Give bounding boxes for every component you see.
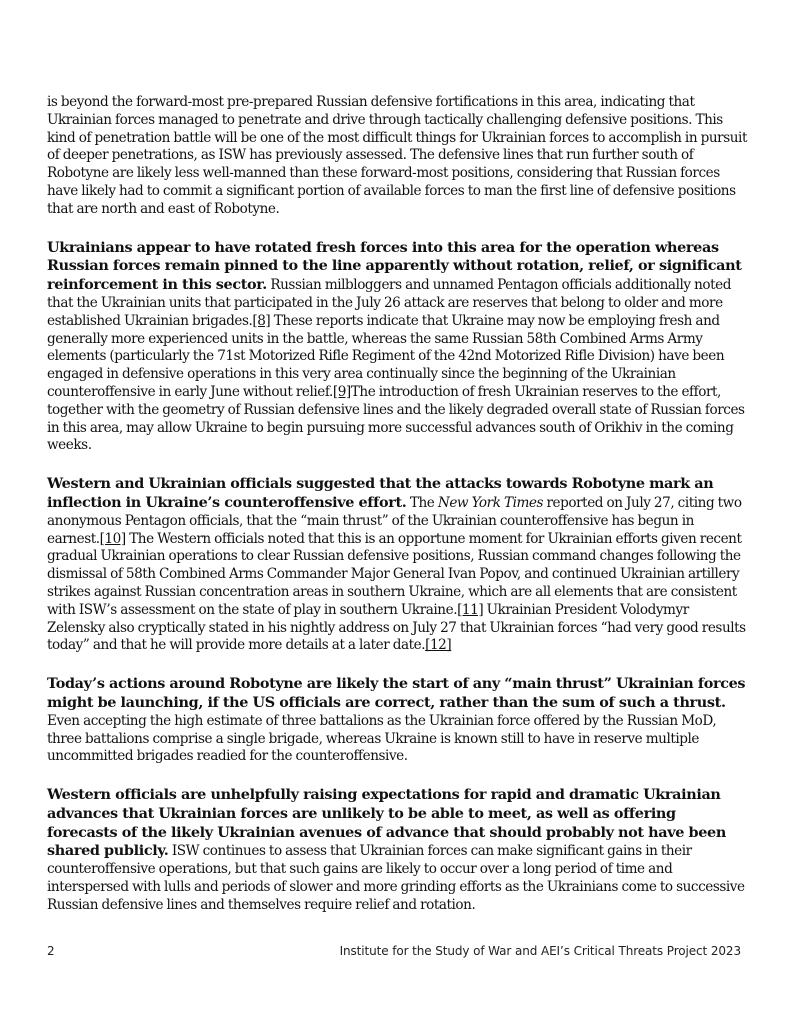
paragraph-text: is beyond the forward-most pre-prepared Russian defensive fortifications in this area, indicating that Ukrainian forces managed to penetrate and drive through tactically challenging defensive positions. This kind of penetration battle will be one of the most difficult things for Ukrainian forces to accomplish in pursuit of deeper penetrations, as ISW has previously assessed. The defensive lines that run further south of Robotyne are likely less well-manned than these forward-most positions, considering that Russian forces have likely had to commit a significant portion of available forces to man the first line of defensive positions that are north and east of Robotyne.: [47, 94, 747, 217]
page-footer: [47, 944, 741, 962]
paragraph-text: Ukrainian President Volodymyr Zelensky also cryptically stated in his nightly address on July 27 that Ukrainian forces “had very good results today” and that he will provide more details at a later date.: [47, 601, 746, 654]
footnote-link-8[interactable]: [8]: [252, 312, 271, 329]
paragraph-lead: Ukrainians appear to have rotated fresh forces into this area for the operation whereas Russian forces remain pinned to the line apparently without rotation, relief, or significant reinforcement in this sector.: [47, 238, 742, 294]
paragraph-lead: Western and Ukrainian officials suggested that the attacks towards Robotyne mark an inflection in Ukraine’s counteroffensive effort.: [47, 475, 714, 511]
paragraph-text: The introduction of fresh Ukrainian reserves to the effort, together with the geometry of Russian defensive lines and the likely degraded overall state of Russian forces in this area, may allow Ukraine to begin pursuing more successful advances south of Orikhiv in the coming weeks.: [47, 383, 745, 454]
paragraph-text: reported on July 27, citing two anonymous Pentagon officials, that the “main thrust” of the Ukrainian counteroffensive has begun in earnest.: [47, 494, 742, 547]
paragraph-robotyne-penetration: [47, 94, 747, 219]
footnote-link-11[interactable]: [11]: [457, 601, 484, 618]
paragraph-inflection: [47, 475, 747, 655]
paragraph-main-thrust: [47, 675, 747, 766]
footnote-link-9[interactable]: [9]: [332, 383, 351, 400]
footnote-link-12[interactable]: [12]: [425, 637, 452, 654]
paragraph-text: The: [406, 494, 438, 511]
publication-title: New York Times: [437, 494, 544, 511]
footer-credit: Institute for the Study of War and AEI’s Critical Threats Project 2023: [339, 944, 741, 958]
paragraph-text: ISW continues to assess that Ukrainian forces can make significant gains in their counteroffensive operations, but that such gains are likely to occur over a long period of time and interspersed with lulls and periods of slower and more grinding efforts as the Ukrainians come to successive Russian defensive lines and themselves require relief and rotation.: [47, 843, 745, 913]
paragraph-lead: Western officials are unhelpfully raising expectations for rapid and dramatic Ukrainian advances that Ukrainian forces are unlikely to be able to meet, as well as offering forecasts of the likely Ukrainian avenues of advance that should probably not have been shared publicly.: [47, 786, 726, 860]
footnote-link-10[interactable]: [10]: [99, 530, 126, 547]
paragraph-text: Even accepting the high estimate of three battalions as the Ukrainian force offered by the Russian MoD, three battalions comprise a single brigade, whereas Ukraine is known still to have in reserve multiple uncommitted brigades readied for the counteroffensive.: [47, 712, 717, 765]
page-number: 2: [47, 944, 55, 958]
paragraph-lead: Today’s actions around Robotyne are likely the start of any “main thrust” Ukrainian forces might be launching, if the US officials are correct, rather than the sum of such a thrust.: [47, 675, 746, 711]
article-body: [47, 94, 747, 935]
paragraph-expectations: [47, 786, 747, 915]
paragraph-text: The Western officials noted that this is an opportune moment for Ukrainian efforts given recent gradual Ukrainian operations to clear Russian defensive positions, Russian command changes following the dismissal of 58th Combined Arms Commander Major General Ivan Popov, and continued Ukrainian artillery strikes against Russian concentration areas in southern Ukraine, which are all elements that are consistent with ISW’s assessment on the state of play in southern Ukraine.: [47, 530, 742, 618]
paragraph-text: Russian milbloggers and unnamed Pentagon officials additionally noted that the Ukrainian units that participated in the July 26 attack are reserves that belong to older and more established Ukrainian brigades.: [47, 277, 731, 329]
paragraph-fresh-forces: [47, 239, 747, 456]
paragraph-text: These reports indicate that Ukraine may now be employing fresh and generally more experienced units in the battle, whereas the same Russian 58th Combined Arms Army elements (particularly the 71st Motorized Rifle Regiment of the 42nd Motorized Rifle Division) have been engaged in defensive operations in this very area continually since the beginning of the Ukrainian counteroffensive in early June without relief.: [47, 312, 725, 400]
